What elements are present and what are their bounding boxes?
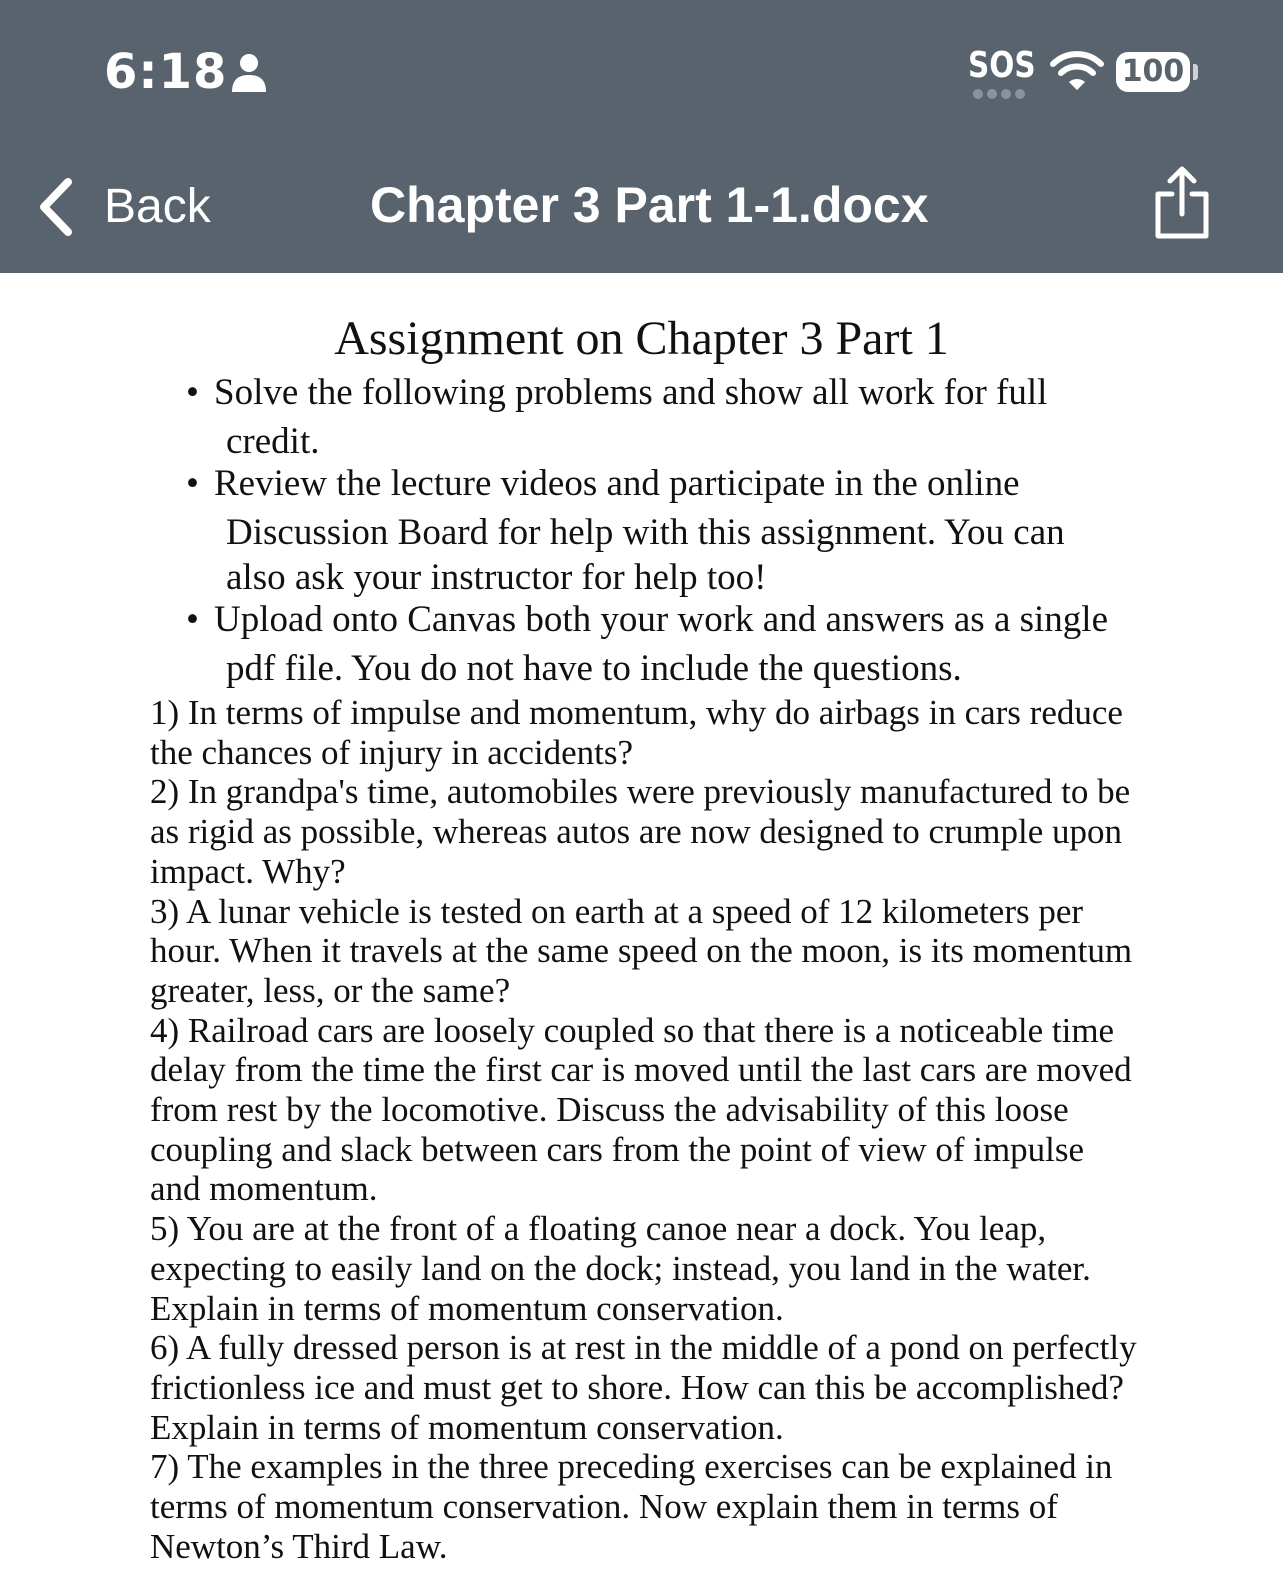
question-line: 1) In terms of impulse and momentum, why do airbags in cars reduce bbox=[150, 693, 1123, 732]
share-icon bbox=[1150, 164, 1214, 242]
bullet-line: also ask your instructor for help too! bbox=[226, 557, 767, 598]
battery-nub bbox=[1193, 64, 1198, 80]
question-4 bbox=[150, 1011, 1137, 1210]
question-line: 7) The examples in the three preceding exercises can be explained in bbox=[150, 1447, 1113, 1487]
bullet-line: Solve the following problems and show all work for full bbox=[214, 372, 1048, 413]
assignment-heading: Assignment on Chapter 3 Part 1 bbox=[334, 312, 949, 365]
question-line: Newton’s Third Law. bbox=[150, 1526, 448, 1566]
question-line: from rest by the locomotive. Discuss the advisability of this loose bbox=[150, 1090, 1069, 1130]
question-line: delay from the time the first car is moved until the last cars are moved bbox=[150, 1050, 1132, 1090]
question-line: hour. When it travels at the same speed on the moon, is its momentum bbox=[150, 931, 1133, 971]
question-line: 3) A lunar vehicle is tested on earth at a speed of 12 kilometers per bbox=[150, 891, 1084, 931]
status-time: 6:18 bbox=[104, 44, 228, 100]
bullet-dot-icon: • bbox=[186, 463, 199, 504]
question-3 bbox=[150, 892, 1137, 1011]
question-line: as rigid as possible, whereas autos are now designed to crumple upon bbox=[150, 812, 1122, 852]
bullet-item bbox=[186, 461, 1065, 600]
question-line: greater, less, or the same? bbox=[150, 970, 511, 1010]
person-icon bbox=[230, 52, 268, 94]
question-6 bbox=[150, 1328, 1137, 1447]
signal-dots-icon bbox=[972, 88, 1032, 100]
question-line: impact. Why? bbox=[150, 851, 346, 891]
sos-indicator: SOS bbox=[968, 45, 1036, 86]
question-line: coupling and slack between cars from the point of view of impulse bbox=[150, 1129, 1085, 1169]
chevron-left-icon bbox=[36, 176, 76, 238]
question-line: 4) Railroad cars are loosely coupled so that there is a noticeable time bbox=[150, 1010, 1115, 1050]
wifi-icon bbox=[1050, 50, 1104, 92]
question-line: the chances of injury in accidents? bbox=[150, 732, 633, 772]
bullet-line: Upload onto Canvas both your work and answers as a single bbox=[214, 599, 1108, 640]
bullet-item bbox=[186, 370, 1048, 464]
question-1 bbox=[150, 693, 1137, 772]
top-bar bbox=[0, 0, 1283, 273]
question-line: terms of momentum conservation. Now explain them in terms of bbox=[150, 1487, 1058, 1527]
back-button[interactable] bbox=[36, 172, 236, 242]
bullet-line: Discussion Board for help with this assignment. You can bbox=[226, 512, 1065, 553]
question-2 bbox=[150, 772, 1137, 891]
bullet-item bbox=[186, 597, 1108, 691]
bullet-line: pdf file. You do not have to include the questions. bbox=[226, 648, 962, 689]
question-line: frictionless ice and must get to shore. How can this be accomplished? bbox=[150, 1367, 1124, 1407]
bullet-line: Review the lecture videos and participate in the online bbox=[214, 463, 1020, 504]
question-line: 6) A fully dressed person is at rest in the middle of a pond on perfectly bbox=[150, 1328, 1137, 1368]
question-list bbox=[150, 693, 1137, 1566]
question-line: Explain in terms of momentum conservation. bbox=[150, 1288, 784, 1328]
question-5 bbox=[150, 1209, 1137, 1328]
question-line: 2) In grandpa's time, automobiles were previously manufactured to be bbox=[150, 772, 1131, 812]
question-line: Explain in terms of momentum conservation. bbox=[150, 1407, 784, 1447]
question-line: expecting to easily land on the dock; instead, you land in the water. bbox=[150, 1248, 1091, 1288]
question-7 bbox=[150, 1447, 1137, 1566]
bullet-dot-icon: • bbox=[186, 372, 199, 413]
back-label: Back bbox=[104, 180, 211, 233]
battery-level: 100 bbox=[1121, 54, 1185, 89]
bullet-line: credit. bbox=[226, 421, 320, 462]
question-line: 5) You are at the front of a floating canoe near a dock. You leap, bbox=[150, 1209, 1047, 1249]
question-line: and momentum. bbox=[150, 1169, 378, 1209]
document-title: Chapter 3 Part 1-1.docx bbox=[370, 177, 929, 233]
bullet-dot-icon: • bbox=[186, 599, 199, 640]
document-body bbox=[0, 273, 1283, 1583]
battery-icon bbox=[1116, 52, 1190, 92]
share-button[interactable] bbox=[1150, 164, 1214, 242]
